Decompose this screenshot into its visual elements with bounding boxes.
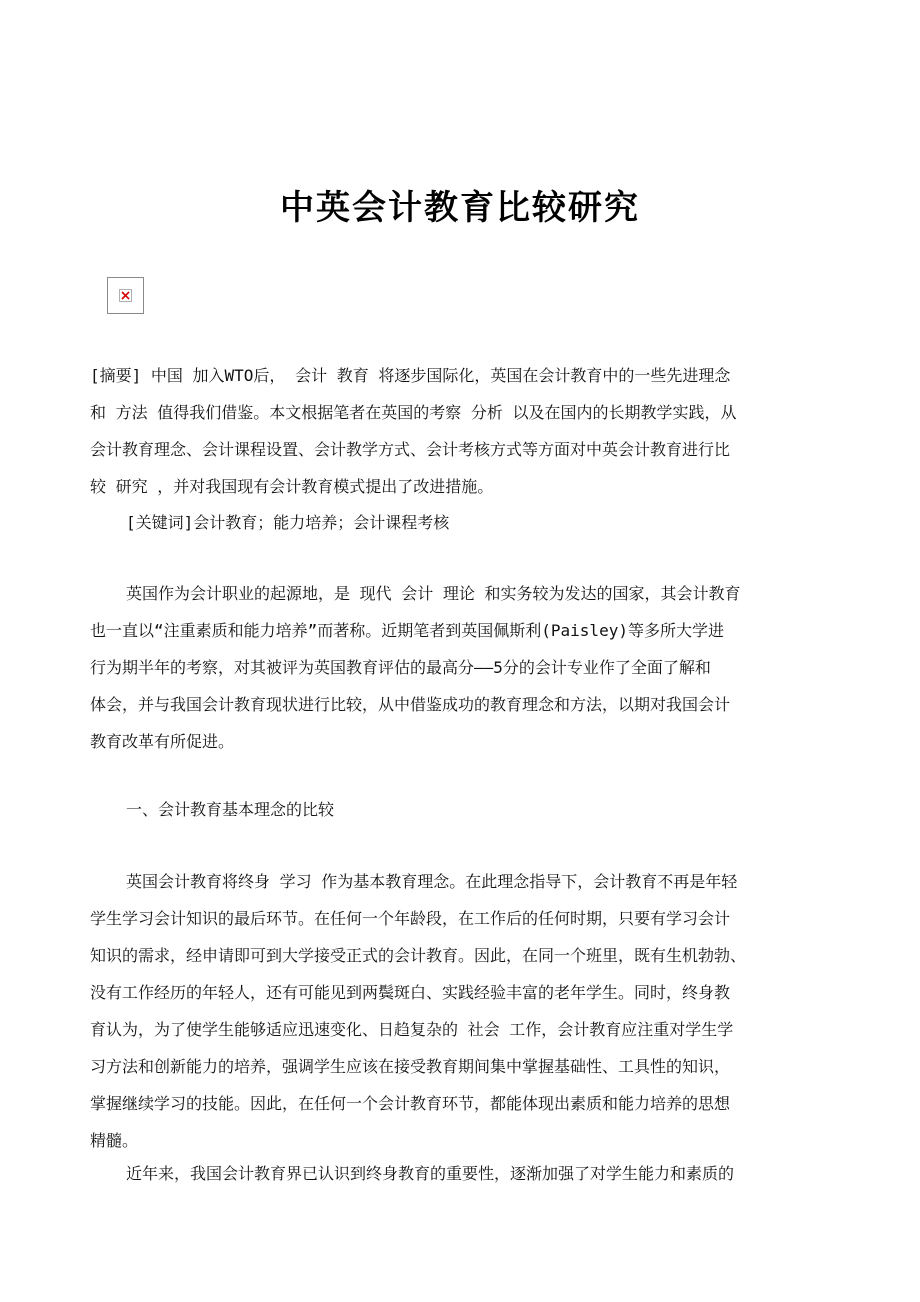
abstract-line: [摘要] 中国 加入WTO后， 会计 教育 将逐步国际化，英国在会计教育中的一些先进理念: [90, 366, 731, 385]
paragraph-line: 英国作为会计职业的起源地，是 现代 会计 理论 和实务较为发达的国家，其会计教育: [126, 584, 741, 603]
paragraph-line: 没有工作经历的年轻人，还有可能见到两鬓斑白、实践经验丰富的老年学生。同时，终身教: [90, 983, 731, 1002]
document-title: 中英会计教育比较研究: [280, 188, 640, 228]
paragraph-line: 习方法和创新能力的培养，强调学生应该在接受教育期间集中掌握基础性、工具性的知识，: [90, 1057, 731, 1076]
paragraph-line: 也一直以“注重素质和能力培养”而著称。近期笔者到英国佩斯利(Paisley)等多所大学进: [90, 621, 724, 640]
paragraph-line: 育认为，为了使学生能够适应迅速变化、日趋复杂的 社会 工作，会计教育应注重对学生学: [90, 1020, 734, 1039]
paragraph-line: 近年来，我国会计教育界已认识到终身教育的重要性，逐渐加强了对学生能力和素质的: [126, 1164, 735, 1183]
paragraph-line: 精髓。: [90, 1131, 139, 1150]
paragraph-line: 体会，并与我国会计教育现状进行比较，从中借鉴成功的教育理念和方法，以期对我国会计: [90, 695, 731, 714]
section-1-heading: 一、会计教育基本理念的比较: [126, 800, 335, 819]
paragraph-line: 英国会计教育将终身 学习 作为基本教育理念。在此理念指导下，会计教育不再是年轻: [126, 872, 738, 891]
paragraph-line: 行为期半年的考察，对其被评为英国教育评估的最高分——5分的会计专业作了全面了解和: [90, 658, 711, 677]
paragraph-line: 知识的需求，经申请即可到大学接受正式的会计教育。因此，在同一个班里，既有生机勃勃、: [90, 946, 747, 965]
paragraph-line: 掌握继续学习的技能。因此，在任何一个会计教育环节，都能体现出素质和能力培养的思想: [90, 1094, 731, 1113]
broken-image-icon: [119, 289, 132, 302]
abstract-line: 较 研究 ，并对我国现有会计教育模式提出了改进措施。: [90, 477, 494, 496]
broken-image-placeholder: [107, 277, 144, 314]
paragraph-line: 教育改革有所促进。: [90, 732, 235, 751]
keywords-line: [关键词]会计教育；能力培养；会计课程考核: [126, 513, 450, 532]
abstract-line: 和 方法 值得我们借鉴。本文根据笔者在英国的考察 分析 以及在国内的长期教学实践，从: [90, 403, 737, 422]
paragraph-line: 学生学习会计知识的最后环节。在任何一个年龄段，在工作后的任何时期，只要有学习会计: [90, 909, 731, 928]
abstract-line: 会计教育理念、会计课程设置、会计教学方式、会计考核方式等方面对中英会计教育进行比: [90, 440, 731, 459]
